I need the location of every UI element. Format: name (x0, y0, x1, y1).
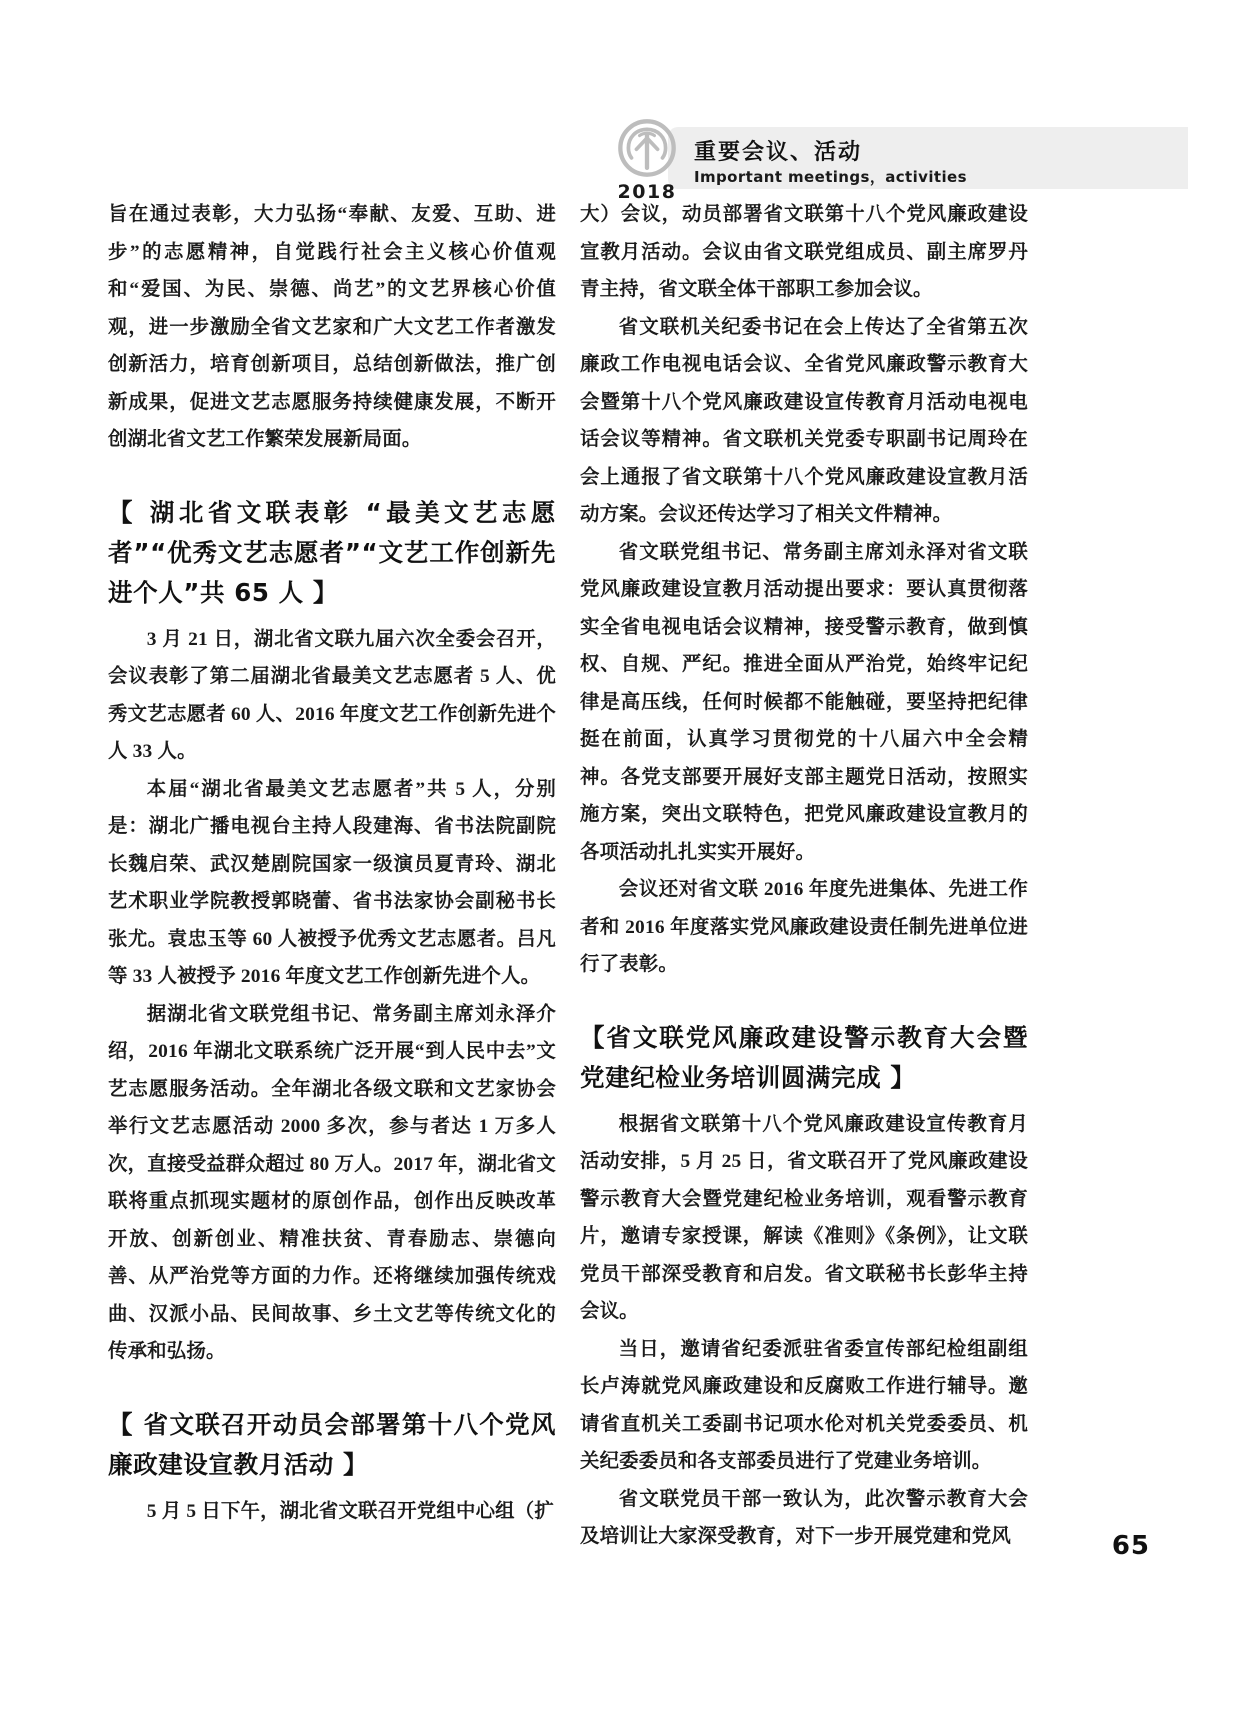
section-spacer (580, 984, 1028, 1018)
page-number: 65 (1111, 1531, 1150, 1561)
header-title-english: Important meetings，activities (694, 168, 967, 186)
page-header (0, 55, 1258, 203)
body-paragraph: 根据省文联第十八个党风廉政建设宣传教育月活动安排，5 月 25 日，省文联召开了党风廉政建设警示教育大会暨党建纪检业务培训，观看警示教育片，邀请专家授课，解读《准则》《条例》，让文联党员干部深受教育和启发。省文联秘书长彭华主持会议。 (580, 1113, 1028, 1322)
body-paragraph: 省文联党组书记、常务副主席刘永泽对省文联党风廉政建设宣教月活动提出要求：要认真贯彻落实全省电视电话会议精神，接受警示教育，做到慎权、自规、严纪。推进全面从严治党，始终牢记纪律是高压线，任何时候都不能触碰，要坚持把纪律挺在前面，认真学习贯彻党的十八届六中全会精神。各党支部要开展好支部主题党日活动，按照实施方案，突出文联特色，把党风廉政建设宣教月的各项活动扎扎实实开展好。 (580, 541, 1028, 863)
body-paragraph: 3 月 21 日，湖北省文联九届六次全委会召开，会议表彰了第二届湖北省最美文艺志愿者 5 人、优秀文艺志愿者 60 人、2016 年度文艺工作创新先进个人 33 人。 (108, 628, 556, 762)
body-paragraph: 会议还对省文联 2016 年度先进集体、先进工作者和 2016 年度落实党风廉政建设责任制先进单位进行了表彰。 (580, 879, 1028, 975)
section-spacer (108, 1485, 556, 1493)
page-columns (0, 196, 1258, 1547)
left-column (108, 196, 556, 1530)
section-spacer (108, 459, 556, 493)
body-paragraph: 5 月 5 日下午，湖北省文联召开党组中心组（扩 (146, 1500, 554, 1522)
body-paragraph: 旨在通过表彰，大力弘扬“奉献、友爱、互助、进步”的志愿精神，自觉践行社会主义核心价值观和“爱国、为民、崇德、尚艺”的文艺界核心价值观，进一步激励全省文艺家和广大文艺工作者激发创新活力，培育创新项目，总结创新做法，推广创新成果，促进文艺志愿服务持续健康发展，不断开创湖北省文艺工作繁荣发展新局面。 (108, 204, 556, 450)
section-heading: 【 湖北省文联表彰 “最美文艺志愿者”“优秀文艺志愿者”“文艺工作创新先进个人”共 65 人 】 (108, 497, 556, 607)
section-spacer (108, 613, 556, 621)
right-column (580, 196, 1028, 1556)
body-paragraph: 大）会议，动员部署省文联第十八个党风廉政建设宣教月活动。会议由省文联党组成员、副主席罗丹青主持，省文联全体干部职工参加会议。 (580, 204, 1028, 300)
section-spacer (108, 1371, 556, 1405)
body-paragraph: 本届“湖北省最美文艺志愿者”共 5 人，分别是：湖北广播电视台主持人段建海、省书法院副院长魏启荣、武汉楚剧院国家一级演员夏青玲、湖北艺术职业学院教授郭晓蕾、省书法家协会副秘书长张尤。袁忠玉等 60 人被授予优秀文艺志愿者。吕凡等 33 人被授予 2016 年度文艺工作创新先进个人。 (108, 778, 556, 987)
section-heading: 【 省文联召开动员会部署第十八个党风廉政建设宣教月活动 】 (108, 1409, 556, 1479)
section-heading: 【省文联党风廉政建设警示教育大会暨党建纪检业务培训圆满完成 】 (580, 1022, 1028, 1092)
body-paragraph: 省文联机关纪委书记在会上传达了全省第五次廉政工作电视电话会议、全省党风廉政警示教育大会暨第十八个党风廉政建设宣传教育月活动电视电话会议等精神。省文联机关党委专职副书记周玲在会上通报了省文联第十八个党风廉政建设宣教月活动方案。会议还传达学习了相关文件精神。 (580, 316, 1028, 525)
section-spacer (580, 1098, 1028, 1106)
header-year: 2018 (617, 181, 677, 203)
body-paragraph: 当日，邀请省纪委派驻省委宣传部纪检组副组长卢涛就党风廉政建设和反腐败工作进行辅导。邀请省直机关工委副书记项水伦对机关党委委员、机关纪委委员和各支部委员进行了党建业务培训。 (580, 1338, 1028, 1472)
body-paragraph: 省文联党员干部一致认为，此次警示教育大会及培训让大家深受教育，对下一步开展党建和党风 (580, 1488, 1028, 1547)
body-paragraph: 据湖北省文联党组书记、常务副主席刘永泽介绍，2016 年湖北文联系统广泛开展“到人民中去”文艺志愿服务活动。全年湖北各级文联和文艺家协会举行文艺志愿活动 2000 多次，参与者达 1 万多人次，直接受益群众超过 80 万人。2017 年，湖北省文联将重点抓现实题材的原创作品，创作出反映改革开放、创新创业、精准扶贫、青春励志、崇德向善、从严治党等方面的力作。还将继续加强传统戏曲、汉派小品、民间故事、乡土文艺等传统文化的传承和弘扬。 (108, 1003, 556, 1362)
header-title-chinese: 重要会议、活动 (694, 140, 863, 165)
wuhan-federation-emblem-icon (616, 117, 678, 179)
